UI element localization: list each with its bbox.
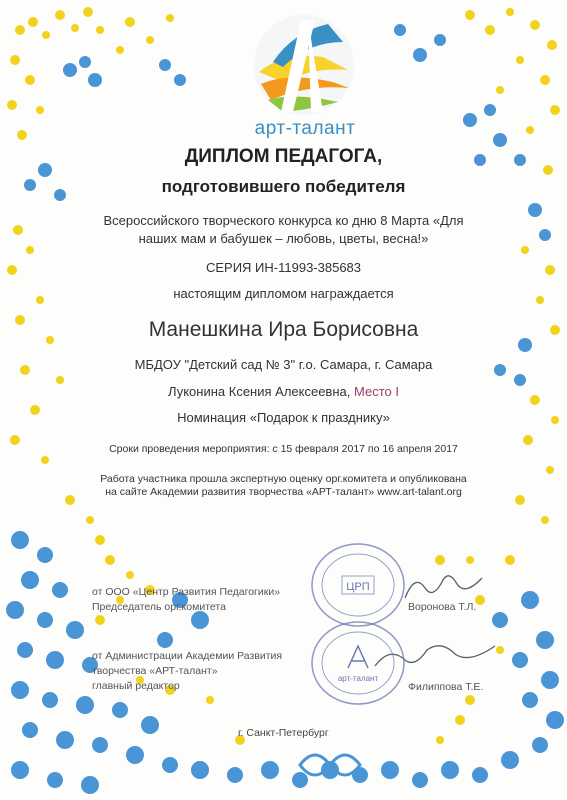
recipient-name: Манешкина Ира Борисовна — [148, 318, 419, 341]
city-label: г. Санкт-Петербург — [238, 727, 329, 739]
stamp-art-talant — [308, 618, 408, 708]
organization: МБДОУ "Детский сад № 3" г.о. Самара, г. Самара — [134, 357, 433, 372]
mimosa-top-left — [7, 7, 174, 545]
stamp-crp — [308, 540, 408, 630]
signature-2-name: Филиппова Т.Е. — [408, 681, 484, 693]
place-badge: Место I — [353, 384, 399, 399]
awarded-text: настоящим дипломом награждается — [173, 286, 394, 301]
handwritten-signature-1 — [400, 568, 490, 608]
signature-2-org-line2: творчества «АРТ-талант» — [92, 665, 218, 677]
nomination: Номинация «Подарок к празднику» — [177, 410, 390, 425]
signature-1-role: Председатель орг.комитета — [92, 601, 226, 613]
stamp-brand-text: арт-талант — [337, 674, 379, 683]
series-number: СЕРИЯ ИН-11993-385683 — [205, 260, 362, 275]
stamp-crp-text: ЦРП — [346, 581, 370, 593]
contest-description — [0, 212, 567, 248]
signature-2-org: от Администрации Академии Развития — [92, 650, 283, 662]
diploma-subtitle: подготовившего победителя — [161, 177, 406, 196]
work-note-line-2: на сайте Академии развития творчества «АРТ-талант» www.art-talant.org — [105, 486, 462, 498]
signature-1-name: Воронова Т.Л. — [408, 601, 477, 613]
diploma-title: ДИПЛОМ ПЕДАГОГА, — [184, 146, 383, 167]
brand-name: арт-талант — [254, 118, 356, 139]
art-talant-logo-icon — [253, 12, 355, 118]
signature-2-role: главный редактор — [92, 680, 180, 692]
contest-line-1: Всероссийского творческого конкурса ко дню 8 Марта «Для — [103, 213, 464, 228]
work-note — [0, 473, 567, 499]
participant-name: Луконина Ксения Алексеевна, — [168, 384, 351, 399]
work-note-line-1: Работа участника прошла экспертную оценку орг.комитета и опубликована — [100, 473, 467, 485]
signature-1-org: от ООО «Центр Развития Педагогики» — [92, 586, 281, 598]
event-dates: Сроки проведения мероприятия: с 15 февраля 2017 по 16 апреля 2017 — [109, 443, 458, 455]
participant-line — [0, 384, 567, 399]
contest-line-2: наших мам и бабушек – любовь, цветы, весна!» — [138, 231, 429, 246]
